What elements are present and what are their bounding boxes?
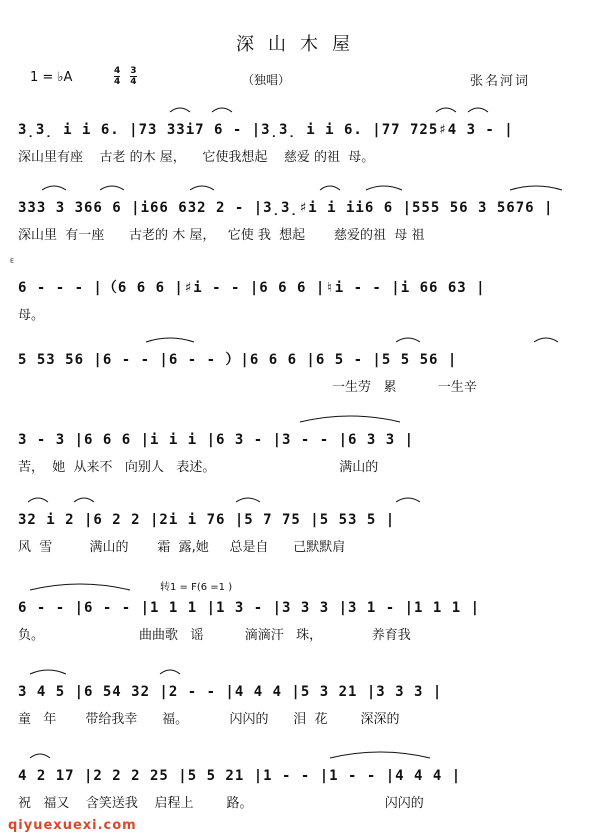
score-system-7 (0, 582, 600, 666)
site-watermark: qiyuexuexi.com (8, 818, 137, 833)
notation-line: 32 i 2 |6 2 2 |2i i 76 |5 7 75 |5 53 5 | (18, 512, 396, 528)
slur-mark (28, 498, 48, 502)
time-sig-1-den: 4 (114, 77, 121, 87)
key-change-marker: 转1 = F(6 =1 ) (160, 582, 233, 593)
slur-mark (330, 752, 430, 758)
lyricist-credit: 张名河词 (470, 74, 531, 89)
score-system-2 (0, 196, 600, 266)
notation-line: 4 2 17 |2 2 2 25 |5 5 21 |1 - - |1 - - |4 4 4 | (18, 768, 462, 784)
slur-mark (468, 108, 488, 112)
slur-mark (436, 108, 456, 112)
time-signatures (114, 66, 137, 87)
time-sig-2-num: 3 (130, 66, 137, 76)
key-signature: 1 = ♭A (30, 70, 73, 85)
lyrics-line: 母。 (18, 308, 45, 323)
slur-mark (30, 670, 66, 674)
lyrics-line: 负。 曲曲歌 谣 滴滴汗 珠， 养育我 (18, 628, 411, 643)
lyrics-line: 祝 福又 含笑送我 启程上 路。 闪闪的 (18, 796, 424, 811)
notation-line: 3 - 3 |6 6 6 |i i i |6 3 - |3 - - |6 3 3 | (18, 432, 415, 448)
slur-mark (30, 584, 130, 590)
notation-line: 3̣3̣ i i 6. |73 33i7 6 - |3̣3̣ i i 6. |77 725♯4 3 - | (18, 122, 514, 138)
score-system-6 (0, 508, 600, 578)
time-sig-1-num: 4 (114, 66, 121, 76)
time-signature-1 (114, 66, 120, 87)
notation-line: 6 - - |6 - - |1 1 1 |1 3 - |3 3 3 |3 1 - |1 1 1 | (18, 600, 481, 616)
slur-mark (30, 754, 50, 758)
lyrics-line: 风 雪 满山的 霜 露,她 总是自 己默默肩 (18, 540, 346, 555)
song-title: 深山木屋 (236, 34, 364, 55)
score-system-1 (0, 118, 600, 188)
notation-line: 6 - - - |（6 6 6 |♯i - - |6 6 6 |♮i - - |i 66 63 | (18, 280, 486, 296)
time-sig-2-den: 4 (130, 77, 137, 87)
score-system-3 (0, 258, 600, 346)
notation-line: 5 53 56 |6 - - |6 - - ）|6 6 6 |6 5 - |5 5 56 | (18, 352, 458, 368)
lyrics-line: 童 年 带给我幸 福。 闪闪的 泪 花 深深的 (18, 712, 400, 727)
slur-mark (212, 108, 232, 112)
performance-type: （独唱） (242, 73, 291, 87)
section-marker: ᴱ (10, 258, 14, 269)
slur-mark (236, 498, 260, 502)
score-system-8 (0, 680, 600, 750)
time-signature-2 (130, 66, 136, 87)
lyrics-line: 深山里有座 古老 的木 屋， 它使我想起 慈爱 的祖 母。 (18, 150, 375, 165)
lyrics-line: 深山里 有一座 古老的 木 屋， 它使 我 想起 慈爱的祖 母 祖 (18, 228, 425, 243)
score-system-4 (0, 348, 600, 418)
notation-line: 3 4 5 |6 54 32 |2 - - |4 4 4 |5 3 21 |3 3 3 | (18, 684, 443, 700)
slur-mark (160, 670, 180, 674)
slur-mark (396, 498, 420, 502)
slur-mark (74, 498, 94, 502)
slur-mark (170, 108, 190, 112)
score-system-5 (0, 428, 600, 498)
lyrics-line: 一生劳 累 一生辛 (18, 380, 477, 395)
lyrics-line: 苦， 她 从来不 向别人 表述。 满山的 (18, 460, 379, 475)
notation-line: 333 3 366 6 |i66 632 2 - |3̣3̣♯i i ii6 6 |555 56 3 5676 | (18, 200, 554, 216)
